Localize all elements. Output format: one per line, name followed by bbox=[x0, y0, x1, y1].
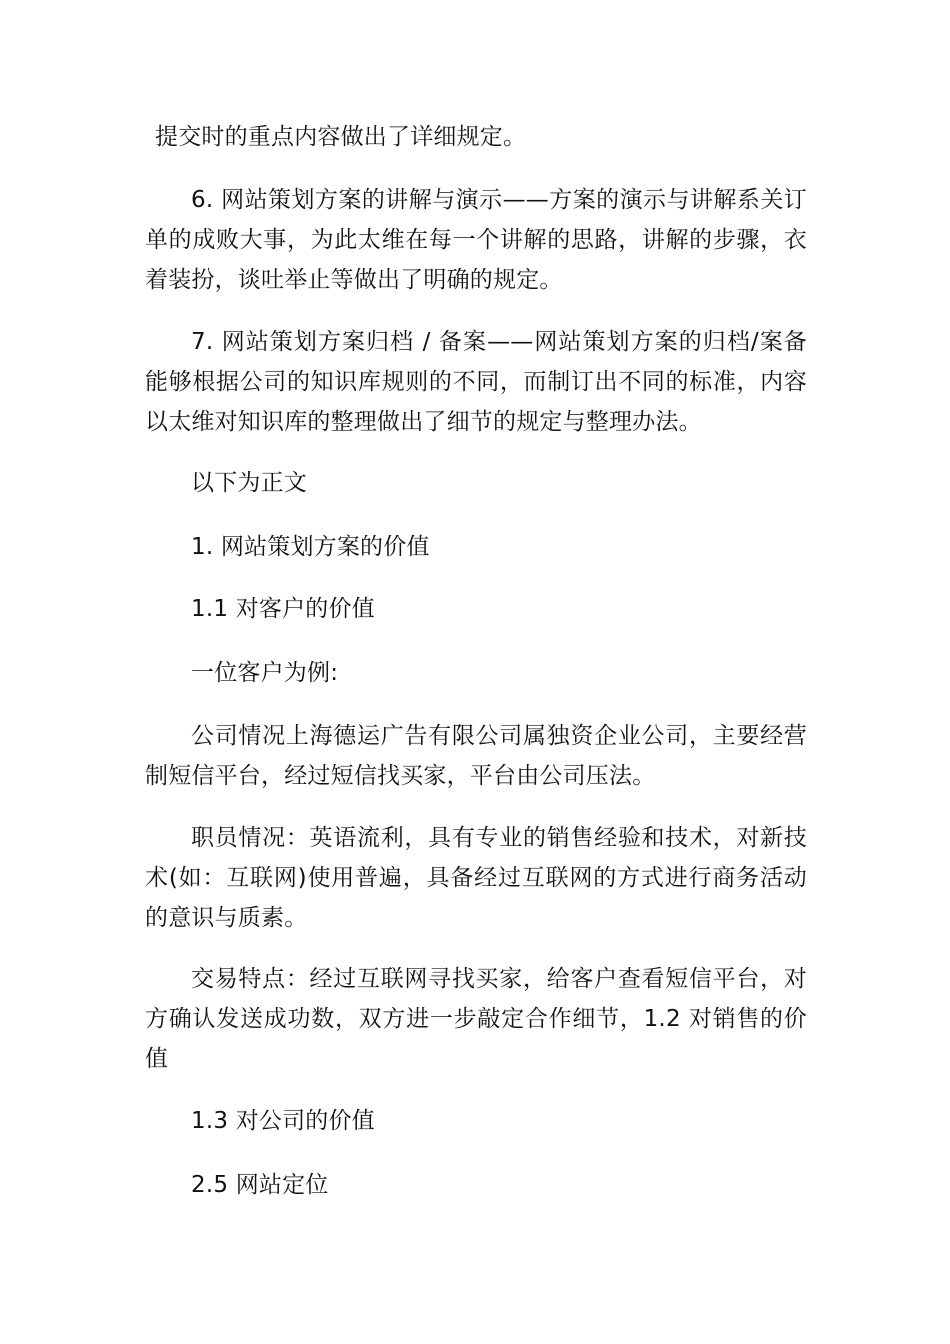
heading-section-1: 1. 网站策划方案的价值 bbox=[191, 534, 430, 560]
paragraph-client-example: 一位客户为例: bbox=[191, 660, 339, 686]
paragraph-item-7: 7. 网站策划方案归档 / 备案——网站策划方案的归档/案备能够根据公司的知识库规则的不同，而制订出不同的标准，内容以太维对知识库的整理做出了细节的规定与整理办法。 bbox=[145, 329, 807, 435]
paragraph-item-6: 6. 网站策划方案的讲解与演示——方案的演示与讲解系关订单的成败大事，为此太维在每一个讲解的思路，讲解的步骤，衣着装扮，谈吐举止等做出了明确的规定。 bbox=[145, 187, 807, 293]
paragraph-company-info: 公司情况上海德运广告有限公司属独资企业公司，主要经营制短信平台，经过短信找买家，平台由公司压法。 bbox=[145, 723, 807, 789]
paragraph-staff-info: 职员情况：英语流利，具有专业的销售经验和技术，对新技术(如：互联网)使用普遍，具备经过互联网的方式进行商务活动的意识与质素。 bbox=[145, 825, 807, 931]
paragraph-continuation: 提交时的重点内容做出了详细规定。 bbox=[155, 124, 527, 150]
paragraph-trade-features: 交易特点：经过互联网寻找买家，给客户查看短信平台，对方确认发送成功数，双方进一步敲定合作细节，1.2 对销售的价值 bbox=[145, 966, 807, 1072]
heading-section-1-3: 1.3 对公司的价值 bbox=[191, 1108, 375, 1134]
paragraph-main-text-intro: 以下为正文 bbox=[191, 470, 307, 496]
heading-section-1-1: 1.1 对客户的价值 bbox=[191, 596, 375, 622]
heading-section-2-5: 2.5 网站定位 bbox=[191, 1172, 329, 1198]
